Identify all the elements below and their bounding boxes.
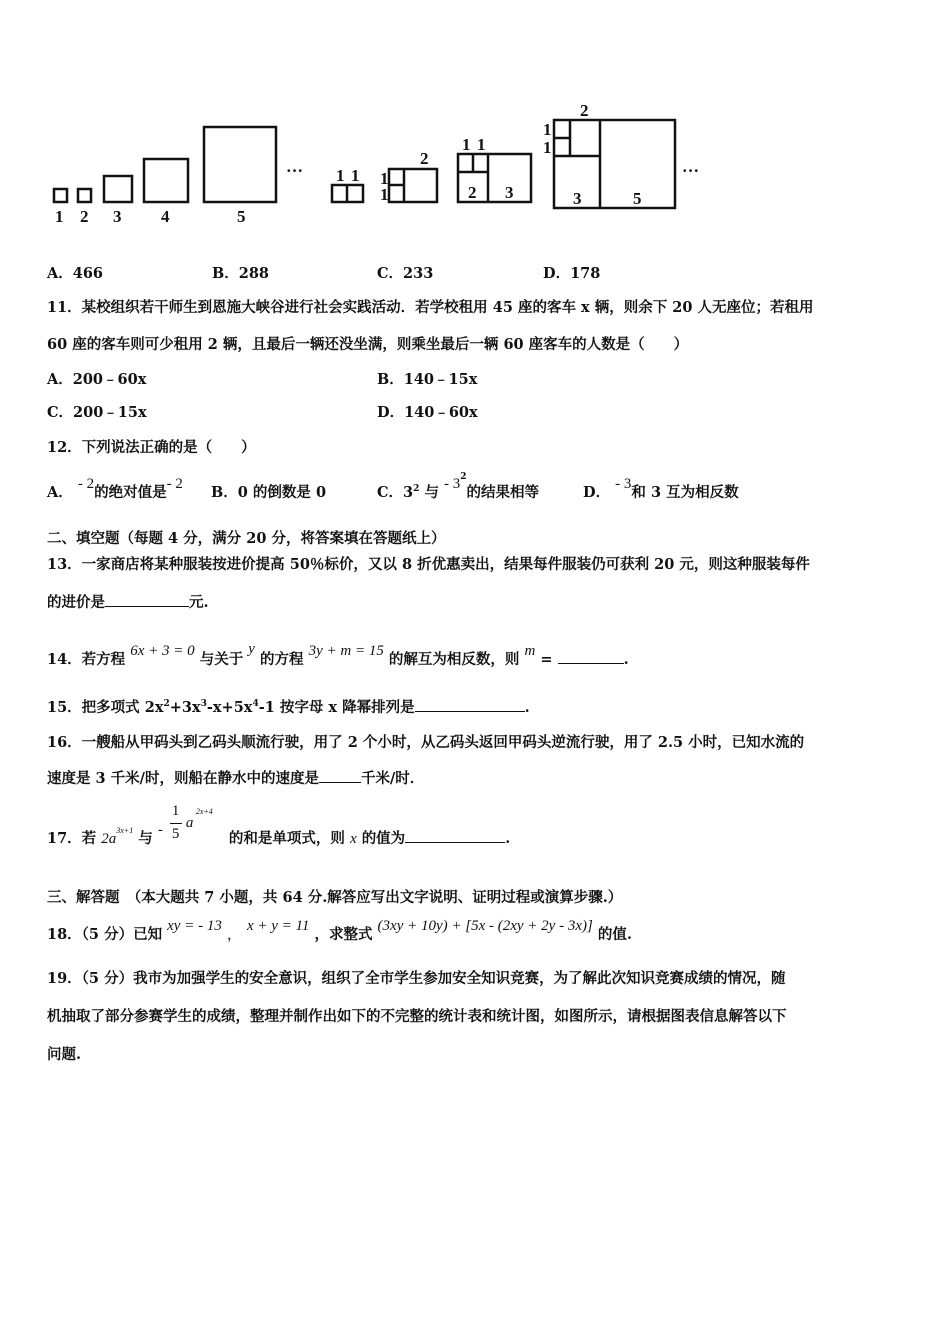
- q14-answer-blank[interactable]: [558, 649, 624, 664]
- q16-text-a: 速度是 3 千米/时，则船在静水中的速度是: [47, 770, 319, 787]
- label-1: 1: [55, 207, 64, 226]
- q17-frac-bar: [170, 823, 182, 824]
- q12-a-math2: - 2: [166, 476, 183, 492]
- q10-option-d: D．178: [543, 265, 601, 282]
- q13-text-a: 的进价是: [47, 594, 105, 611]
- q11-option-d: D．140﹣60x: [377, 404, 478, 421]
- q18-p1: 18．（5 分）已知: [47, 926, 163, 943]
- label-g1-b: 1: [351, 166, 360, 185]
- label-g4-a: 2: [580, 101, 589, 120]
- q17-term2-exp: 2x+4: [195, 807, 213, 816]
- q15-p4: -1 按字母 x 降幂排列是: [258, 699, 415, 716]
- q12-d-prefix: D．: [583, 484, 611, 501]
- q13-answer-blank[interactable]: [105, 592, 189, 607]
- label-g2-b: 1: [380, 185, 389, 204]
- q17-p5: .: [505, 830, 511, 847]
- q12-c-text2: 的结果相等: [466, 484, 540, 501]
- q19-stem-line1: 19．（5 分）我市为加强学生的安全意识，组织了全市学生参加安全知识竞赛，为了解此次知识竞赛成绩的情况，随: [47, 970, 786, 987]
- label-g4-c: 1: [543, 138, 552, 157]
- q14-p1: 14．若方程: [47, 651, 126, 668]
- q12-a-prefix: A．: [47, 484, 73, 501]
- q14-p4: 的解互为相反数，则: [388, 651, 520, 668]
- square-4: [144, 159, 188, 202]
- q18-p3: 的值.: [597, 926, 632, 943]
- q16-answer-blank[interactable]: [319, 768, 361, 783]
- q12-a-math1: - 2: [77, 476, 95, 492]
- q13-stem-line1: 13．一家商店将某种服装按进价提高 50％标价，又以 8 折优惠卖出，结果每件服装仍可获利 20 元，则这种服装每件: [47, 556, 810, 573]
- square-3: [104, 176, 132, 202]
- q18-p2: ，求整式: [314, 926, 373, 943]
- q15-p2: +3x: [169, 699, 201, 716]
- q11-stem-line2: 60 座的客车则可少租用 2 辆，且最后一辆还没坐满，则乘坐最后一辆 60 座客车的人数是（ ）: [47, 336, 689, 353]
- label-g4-b: 1: [543, 120, 552, 139]
- q15-s2: 3: [200, 699, 207, 710]
- label-2: 2: [80, 207, 89, 226]
- q14-p6: .: [623, 651, 629, 668]
- q10-option-c: C．233: [377, 265, 434, 282]
- q13-stem-line2: [47, 591, 209, 612]
- label-g4-e: 5: [633, 189, 642, 208]
- q12-c-text1: 与: [419, 484, 445, 501]
- q17-frac-den: 5: [171, 826, 180, 842]
- q11-stem-line1: 11．某校组织若干师生到恩施大峡谷进行社会实践活动．若学校租用 45 座的客车 x 辆，则余下 20 人无座位；若租用: [47, 299, 814, 316]
- q12-a-text: 的绝对值是: [94, 484, 167, 501]
- q12-d-math: - 3: [615, 476, 632, 492]
- q18-stem: 18．（5 分）已知 xy = - 13 ， x + y = 11 ，求整式 (3xy + 10y) + [5x - (2xy + 2y - 3x)] 的值.: [47, 918, 632, 943]
- label-4: 4: [161, 207, 170, 226]
- q12-d-text: 和 3 互为相反数: [631, 484, 739, 501]
- q17-math-term1-exp: 3x+1: [116, 826, 134, 836]
- q17-math-term1: 2a: [101, 831, 117, 847]
- q15-p5: .: [524, 699, 530, 716]
- q15-answer-blank[interactable]: [415, 697, 525, 712]
- q17-p1: 17．若: [47, 830, 97, 847]
- q14-p5: =: [540, 651, 553, 668]
- q12-c-sup: 2: [413, 484, 420, 495]
- square-1: [54, 189, 67, 202]
- q12-option-a: [47, 476, 183, 502]
- q18-math-xy: xy = - 13: [167, 918, 222, 934]
- q14-p2: 与关于: [199, 651, 244, 668]
- q16-text-b: 千米/时．: [360, 770, 425, 787]
- q19-stem-line2: 机抽取了部分参赛学生的成绩，整理并制作出如下的不完整的统计表和统计图，如图所示，请根据图表信息解答以下: [47, 1008, 787, 1025]
- q17-p2: 与: [138, 830, 153, 847]
- q14-math-eq1: 6x + 3 = 0: [130, 643, 195, 659]
- label-g1-a: 1: [336, 166, 345, 185]
- section-3-heading: 三、解答题 （本大题共 7 小题，共 64 分.解答应写出文字说明、证明过程或演算步骤.）: [47, 889, 623, 906]
- label-g2-a: 1: [380, 169, 389, 188]
- square-pattern-figure: [40, 100, 720, 230]
- q14-p3: 的方程: [260, 651, 304, 668]
- q14-math-m: m: [524, 643, 536, 659]
- q14-math-eq2: 3y + m = 15: [308, 643, 384, 659]
- q17-math-x: x: [349, 831, 357, 847]
- label-g3-c: 2: [468, 183, 477, 202]
- q18-math-expr: (3xy + 10y) + [5x - (2xy + 2y - 3x)]: [377, 918, 593, 934]
- q15-p1: 15．把多项式 2x: [47, 699, 164, 716]
- q16-stem-line1: 16．一艘船从甲码头到乙码头顺流行驶，用了 2 个小时，从乙码头返回甲码头逆流行驶，用了 2.5 小时，已知水流的: [47, 734, 805, 751]
- q17-stem: [47, 803, 511, 848]
- q10-option-a: A．466: [47, 265, 104, 282]
- q17-math-term2: [157, 803, 224, 843]
- q14-math-y: y: [248, 641, 255, 657]
- q15-p3: -x+5x: [206, 699, 253, 716]
- label-g4-d: 3: [573, 189, 582, 208]
- q14-stem: [47, 641, 629, 669]
- q17-answer-blank[interactable]: [405, 828, 505, 843]
- ellipsis-right: …: [682, 157, 699, 176]
- label-3: 3: [113, 207, 122, 226]
- label-g3-b: 1: [477, 135, 486, 154]
- q17-p3: 的和是单项式，则: [228, 830, 345, 847]
- section-2-heading: 二、填空题（每题 4 分，满分 20 分，将答案填在答题纸上）: [47, 530, 446, 547]
- q15-stem: [47, 696, 530, 717]
- q11-option-a: A．200﹣60x: [47, 371, 147, 388]
- q12-c-math: - 3: [444, 476, 461, 492]
- q17-p4: 的值为: [361, 830, 406, 847]
- q17-neg: -: [157, 822, 163, 838]
- q11-option-c: C．200﹣15x: [47, 404, 147, 421]
- q10-option-b: B．288: [212, 265, 270, 282]
- q13-text-b: 元.: [189, 594, 209, 611]
- q12-stem: 12．下列说法正确的是（ ）: [47, 439, 256, 456]
- q15-s1: 2: [163, 699, 170, 710]
- label-g3-a: 1: [462, 135, 471, 154]
- square-5: [204, 127, 276, 202]
- q19-stem-line3: 问题.: [47, 1046, 82, 1063]
- label-g3-d: 3: [505, 183, 514, 202]
- q11-option-b: B．140﹣15x: [377, 371, 478, 388]
- q12-c-prefix: C．3: [377, 484, 414, 501]
- q12-c-math-sup: 2: [460, 472, 467, 483]
- q15-s3: 4: [252, 699, 259, 710]
- q12-option-c: [377, 472, 540, 502]
- square-2: [78, 189, 91, 202]
- label-5: 5: [237, 207, 246, 226]
- q17-frac-num: 1: [171, 803, 180, 819]
- ellipsis-left: …: [286, 157, 303, 176]
- q12-option-b: B．0 的倒数是 0: [211, 484, 327, 501]
- q18-math-sum: x + y = 11: [246, 918, 310, 934]
- q12-option-d: [583, 476, 739, 502]
- label-g2-c: 2: [420, 149, 429, 168]
- q17-term2-base: a: [185, 815, 194, 831]
- q16-stem-line2: [47, 767, 424, 788]
